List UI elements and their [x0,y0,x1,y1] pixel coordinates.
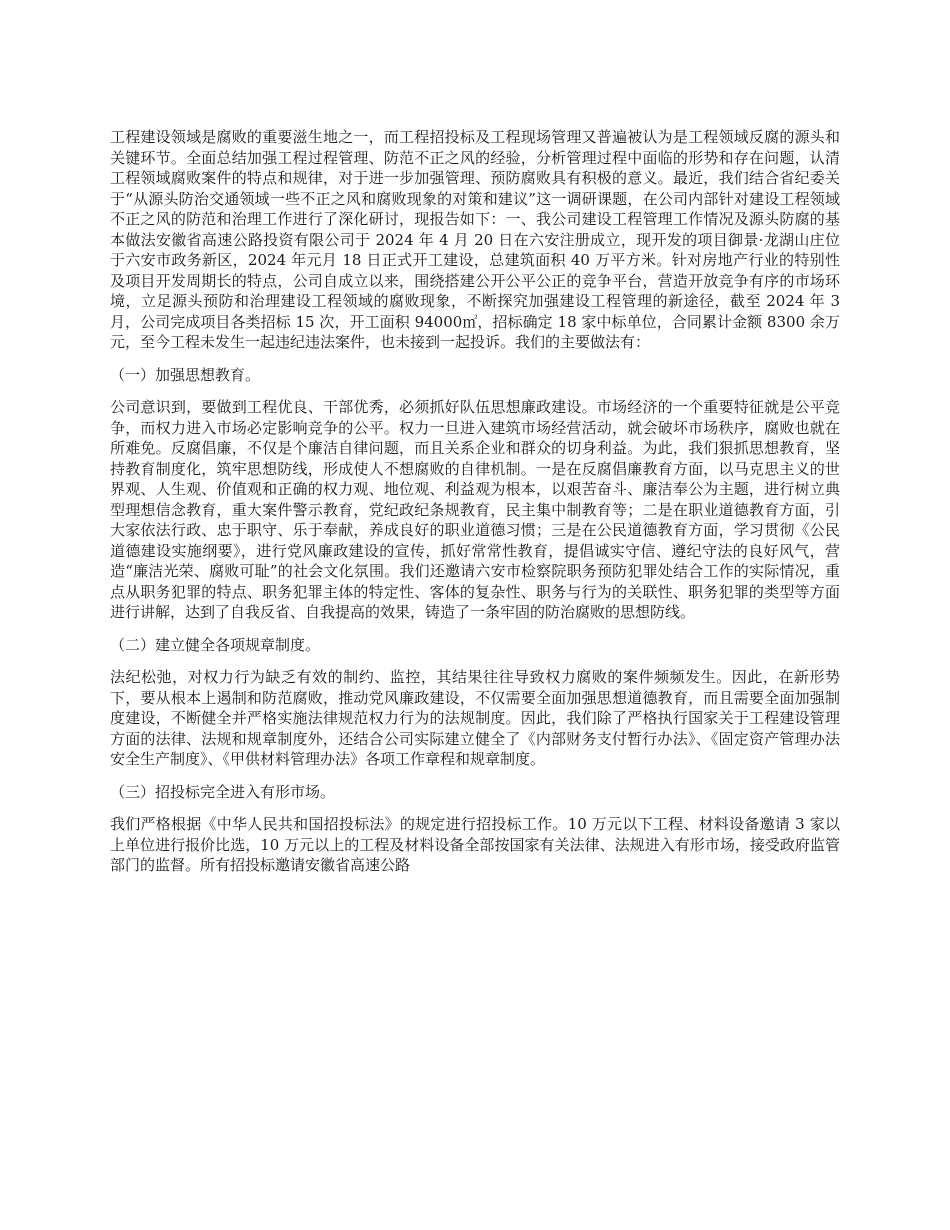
intro-paragraph: 工程建设领域是腐败的重要滋生地之一，而工程招投标及工程现场管理又普遍被认为是工程领域反腐的源头和关键环节。全面总结加强工程过程管理、防范不正之风的经验，分析管理过程中面临的形势和存在问题，认清工程领域腐败案件的特点和规律，对于进一步加强管理、预防腐败具有积极的意义。最近，我们结合省纪委关于“从源头防治交通领域一些不正之风和腐败现象的对策和建议”这一调研课题，在公司内部针对建设工程领域不正之风的防范和治理工作进行了深化研讨，现报告如下：一、我公司建设工程管理工作情况及源头防腐的基本做法安徽省高速公路投资有限公司于 2024 年 4 月 20 日在六安注册成立，现开发的项目御景·龙湖山庄位于六安市政务新区，2024 年元月 18 日正式开工建设，总建筑面积 40 万平方米。针对房地产行业的特别性及项目开发周期长的特点，公司自成立以来，围绕搭建公开公平公正的竞争平台，营造开放竞争有序的市场环境，立足源头预防和治理建设工程领域的腐败现象，不断探究加强建设工程管理的新途径，截至 2024 年 3 月，公司完成项目各类招标 15 次，开工面积 94000㎡，招标确定 18 家中标单位，合同累计金额 8300 余万元，至今工程未发生一起违纪违法案件，也未接到一起投诉。我们的主要做法有： [110,128,840,351]
rules-system-paragraph: 法纪松弛，对权力行为缺乏有效的制约、监控，其结果往往导致权力腐败的案件频频发生。因此，在新形势下，要从根本上遏制和防范腐败，推动党风廉政建设，不仅需要全面加强思想道德教育，而且需要全面加强制度建设，不断健全并严格实施法律规范权力行为的法规制度。因此，我们除了严格执行国家关于工程建设管理方面的法律、法规和规章制度外，还结合公司实际建立健全了《内部财务支付暂行办法》、《固定资产管理办法安全生产制度》、《甲供材料管理办法》各项工作章程和规章制度。 [110,668,840,768]
section-heading-ideology-education: （一）加强思想教育。 [110,365,261,384]
document-page [110,127,840,888]
section-heading-bidding-market: （三）招投标完全进入有形市场。 [110,782,336,801]
ideology-education-paragraph: 公司意识到，要做到工程优良、干部优秀，必须抓好队伍思想廉政建设。市场经济的一个重要特征就是公平竞争，而权力进入市场必定影响竞争的公平。权力一旦进入建筑市场经营活动，就会破坏市场秩序，腐败也就在所难免。反腐倡廉，不仅是个廉洁自律问题，而且关系企业和群众的切身利益。为此，我们狠抓思想教育，坚持教育制度化，筑牢思想防线，形成使人不想腐败的自律机制。一是在反腐倡廉教育方面，以马克思主义的世界观、人生观、价值观和正确的权力观、地位观、利益观为根本，以艰苦奋斗、廉洁奉公为主题，进行树立典型理想信念教育，重大案件警示教育，党纪政纪条规教育，民主集中制教育等；二是在职业道德教育方面，引大家依法行政、忠于职守、乐于奉献，养成良好的职业道德习惯；三是在公民道德教育方面，学习贯彻《公民道德建设实施纲要》，进行党风廉政建设的宣传，抓好常常性教育，提倡诚实守信、遵纪守法的良好风气，营造“廉洁光荣、腐败可耻”的社会文化氛围。我们还邀请六安市检察院职务预防犯罪处结合工作的实际情况，重点从职务犯罪的特点、职务犯罪主体的特定性、客体的复杂性、职务与行为的关联性、职务犯罪的类型等方面进行讲解，达到了自我反省、自我提高的效果，铸造了一条牢固的防治腐败的思想防线。 [110,398,840,621]
bidding-market-paragraph: 我们严格根据《中华人民共和国招投标法》的规定进行招投标工作。10 万元以下工程、材料设备邀请 3 家以上单位进行报价比选，10 万元以上的工程及材料设备全部按国家有关法律、法规进入有形市场，接受政府监管部门的监督。所有招投标邀请安徽省高速公路 [110,815,840,874]
section-heading-rules-system: （二）建立健全各项规章制度。 [110,635,321,654]
